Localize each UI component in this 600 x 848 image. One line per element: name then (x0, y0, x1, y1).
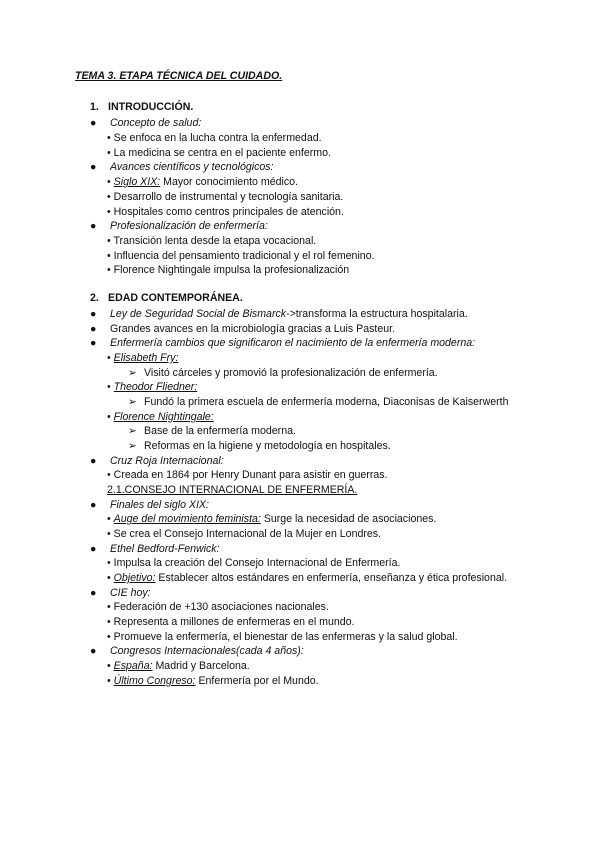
bullet-dot-icon: ● (90, 117, 97, 129)
bullet-cambios (90, 336, 475, 350)
arrow-item (128, 439, 391, 453)
emphasis: Objetivo: (113, 572, 156, 584)
list-item (107, 512, 436, 526)
list-item: • La medicina se centra en el paciente enfermo. (107, 147, 331, 159)
bullet-avances (90, 160, 274, 174)
arrow-item (128, 366, 438, 380)
bullet-dot-icon: ● (90, 587, 97, 599)
bullet-finales-siglo (90, 498, 209, 512)
bullet-concepto-salud (90, 116, 201, 130)
arrow-item (128, 395, 509, 409)
bullet-label: Avances científicos y tecnológicos: (110, 161, 274, 173)
section-title: EDAD CONTEMPORÁNEA. (108, 292, 243, 304)
bullet-prefix: • (107, 660, 114, 672)
bullet-pasteur (90, 322, 395, 336)
list-item-fliedner (107, 380, 197, 394)
arrow-right-icon: ➢ (128, 425, 137, 437)
list-item: • Federación de +130 asociaciones nacionales. (107, 601, 329, 613)
bullet-prefix: • (107, 513, 114, 525)
person-name: Florence Nightingale: (113, 411, 214, 423)
item-text: Surge la necesidad de asociaciones. (260, 513, 437, 525)
arrow-right-icon: ➢ (128, 396, 137, 408)
list-item: • Se crea el Consejo Internacional de la Mujer en Londres. (107, 528, 382, 540)
bullet-label: Cruz Roja Internacional: (110, 455, 224, 467)
emphasis: Auge del movimiento feminista: (113, 513, 261, 525)
item-text: Fundó la primera escuela de enfermería moderna, Diaconisas de Kaiserwerth (144, 396, 509, 408)
bullet-label: CIE hoy: (110, 587, 151, 599)
item-text: Mayor conocimiento médico. (160, 176, 298, 188)
bullet-congresos (90, 644, 304, 658)
item-text: Madrid y Barcelona. (152, 660, 250, 672)
section-number: 2. (90, 292, 99, 304)
bullet-label: Ethel Bedford-Fenwick: (110, 543, 220, 555)
bullet-prefix: • (107, 381, 114, 393)
emphasis: Ley de Seguridad Social de Bismarck (110, 308, 287, 320)
list-item-nightingale (107, 410, 214, 424)
bullet-prefix: • (107, 675, 114, 687)
item-text: Base de la enfermería moderna. (144, 425, 296, 437)
emphasis: Último Congreso: (113, 675, 196, 687)
bullet-prefix: • (107, 352, 114, 364)
subsection-heading: 2.1.CONSEJO INTERNACIONAL DE ENFERMERÍA. (107, 484, 358, 496)
bullet-cie-hoy (90, 586, 151, 600)
list-item: • Influencia del pensamiento tradicional y el rol femenino. (107, 250, 375, 262)
bullet-prefix: • (107, 411, 114, 423)
list-item (107, 659, 250, 673)
bullet-label: Profesionalización de enfermería: (110, 220, 268, 232)
person-name: Elisabeth Fry: (113, 352, 179, 364)
bullet-dot-icon: ● (90, 308, 97, 320)
bullet-profesionalizacion (90, 219, 268, 233)
list-item (107, 175, 298, 189)
bullet-fenwick (90, 542, 220, 556)
section-heading-edad-contemporanea (90, 292, 243, 304)
bullet-dot-icon: ● (90, 455, 97, 467)
list-item (107, 571, 507, 585)
item-text: Reformas en la higiene y metodología en hospitales. (144, 440, 391, 452)
list-item: • Creada en 1864 por Henry Dunant para asistir en guerras. (107, 469, 388, 481)
bullet-dot-icon: ● (90, 337, 97, 349)
list-item-fry (107, 351, 178, 365)
bullet-label: Finales del siglo XIX: (110, 499, 209, 511)
list-item: • Se enfoca en la lucha contra la enfermedad. (107, 132, 322, 144)
bullet-label: Congresos Internacionales(cada 4 años): (110, 645, 304, 657)
item-text: ->transforma la estructura hospitalaria. (286, 308, 468, 320)
list-item: • Impulsa la creación del Consejo Internacional de Enfermería. (107, 557, 401, 569)
bullet-dot-icon: ● (90, 543, 97, 555)
bullet-dot-icon: ● (90, 323, 97, 335)
bullet-bismarck (90, 307, 468, 321)
section-heading-introduccion (90, 101, 193, 113)
list-item: • Transición lenta desde la etapa vocacional. (107, 235, 317, 247)
bullet-dot-icon: ● (90, 220, 97, 232)
list-item: • Hospitales como centros principales de atención. (107, 206, 344, 218)
bullet-prefix: • (107, 572, 114, 584)
item-text: Visitó cárceles y promovió la profesionalización de enfermería. (144, 367, 438, 379)
arrow-right-icon: ➢ (128, 440, 137, 452)
item-text: Enfermería por el Mundo. (195, 675, 319, 687)
list-item: • Florence Nightingale impulsa la profesionalización (107, 264, 350, 276)
list-item: • Promueve la enfermería, el bienestar de las enfermeras y la salud global. (107, 631, 458, 643)
bullet-label: Concepto de salud: (110, 117, 202, 129)
arrow-item (128, 424, 296, 438)
list-item: • Desarrollo de instrumental y tecnología sanitaria. (107, 191, 344, 203)
section-number: 1. (90, 101, 99, 113)
bullet-prefix: • (107, 176, 114, 188)
bullet-dot-icon: ● (90, 161, 97, 173)
emphasis: España: (113, 660, 153, 672)
list-item (107, 674, 319, 688)
person-name: Theodor Fliedner: (113, 381, 198, 393)
bullet-dot-icon: ● (90, 645, 97, 657)
section-title: INTRODUCCIÓN. (108, 101, 194, 113)
emphasis: Siglo XIX: (113, 176, 161, 188)
bullet-cruz-roja (90, 454, 224, 468)
bullet-dot-icon: ● (90, 499, 97, 511)
bullet-label: Enfermería cambios que significaron el nacimiento de la enfermería moderna: (110, 337, 476, 349)
list-item: • Representa a millones de enfermeras en el mundo. (107, 616, 355, 628)
page-title: TEMA 3. ETAPA TÉCNICA DEL CUIDADO. (75, 70, 283, 82)
arrow-right-icon: ➢ (128, 367, 137, 379)
item-text: Establecer altos estándares en enfermería, enseñanza y ética profesional. (155, 572, 508, 584)
item-text: Grandes avances en la microbiología gracias a Luis Pasteur. (110, 323, 396, 335)
